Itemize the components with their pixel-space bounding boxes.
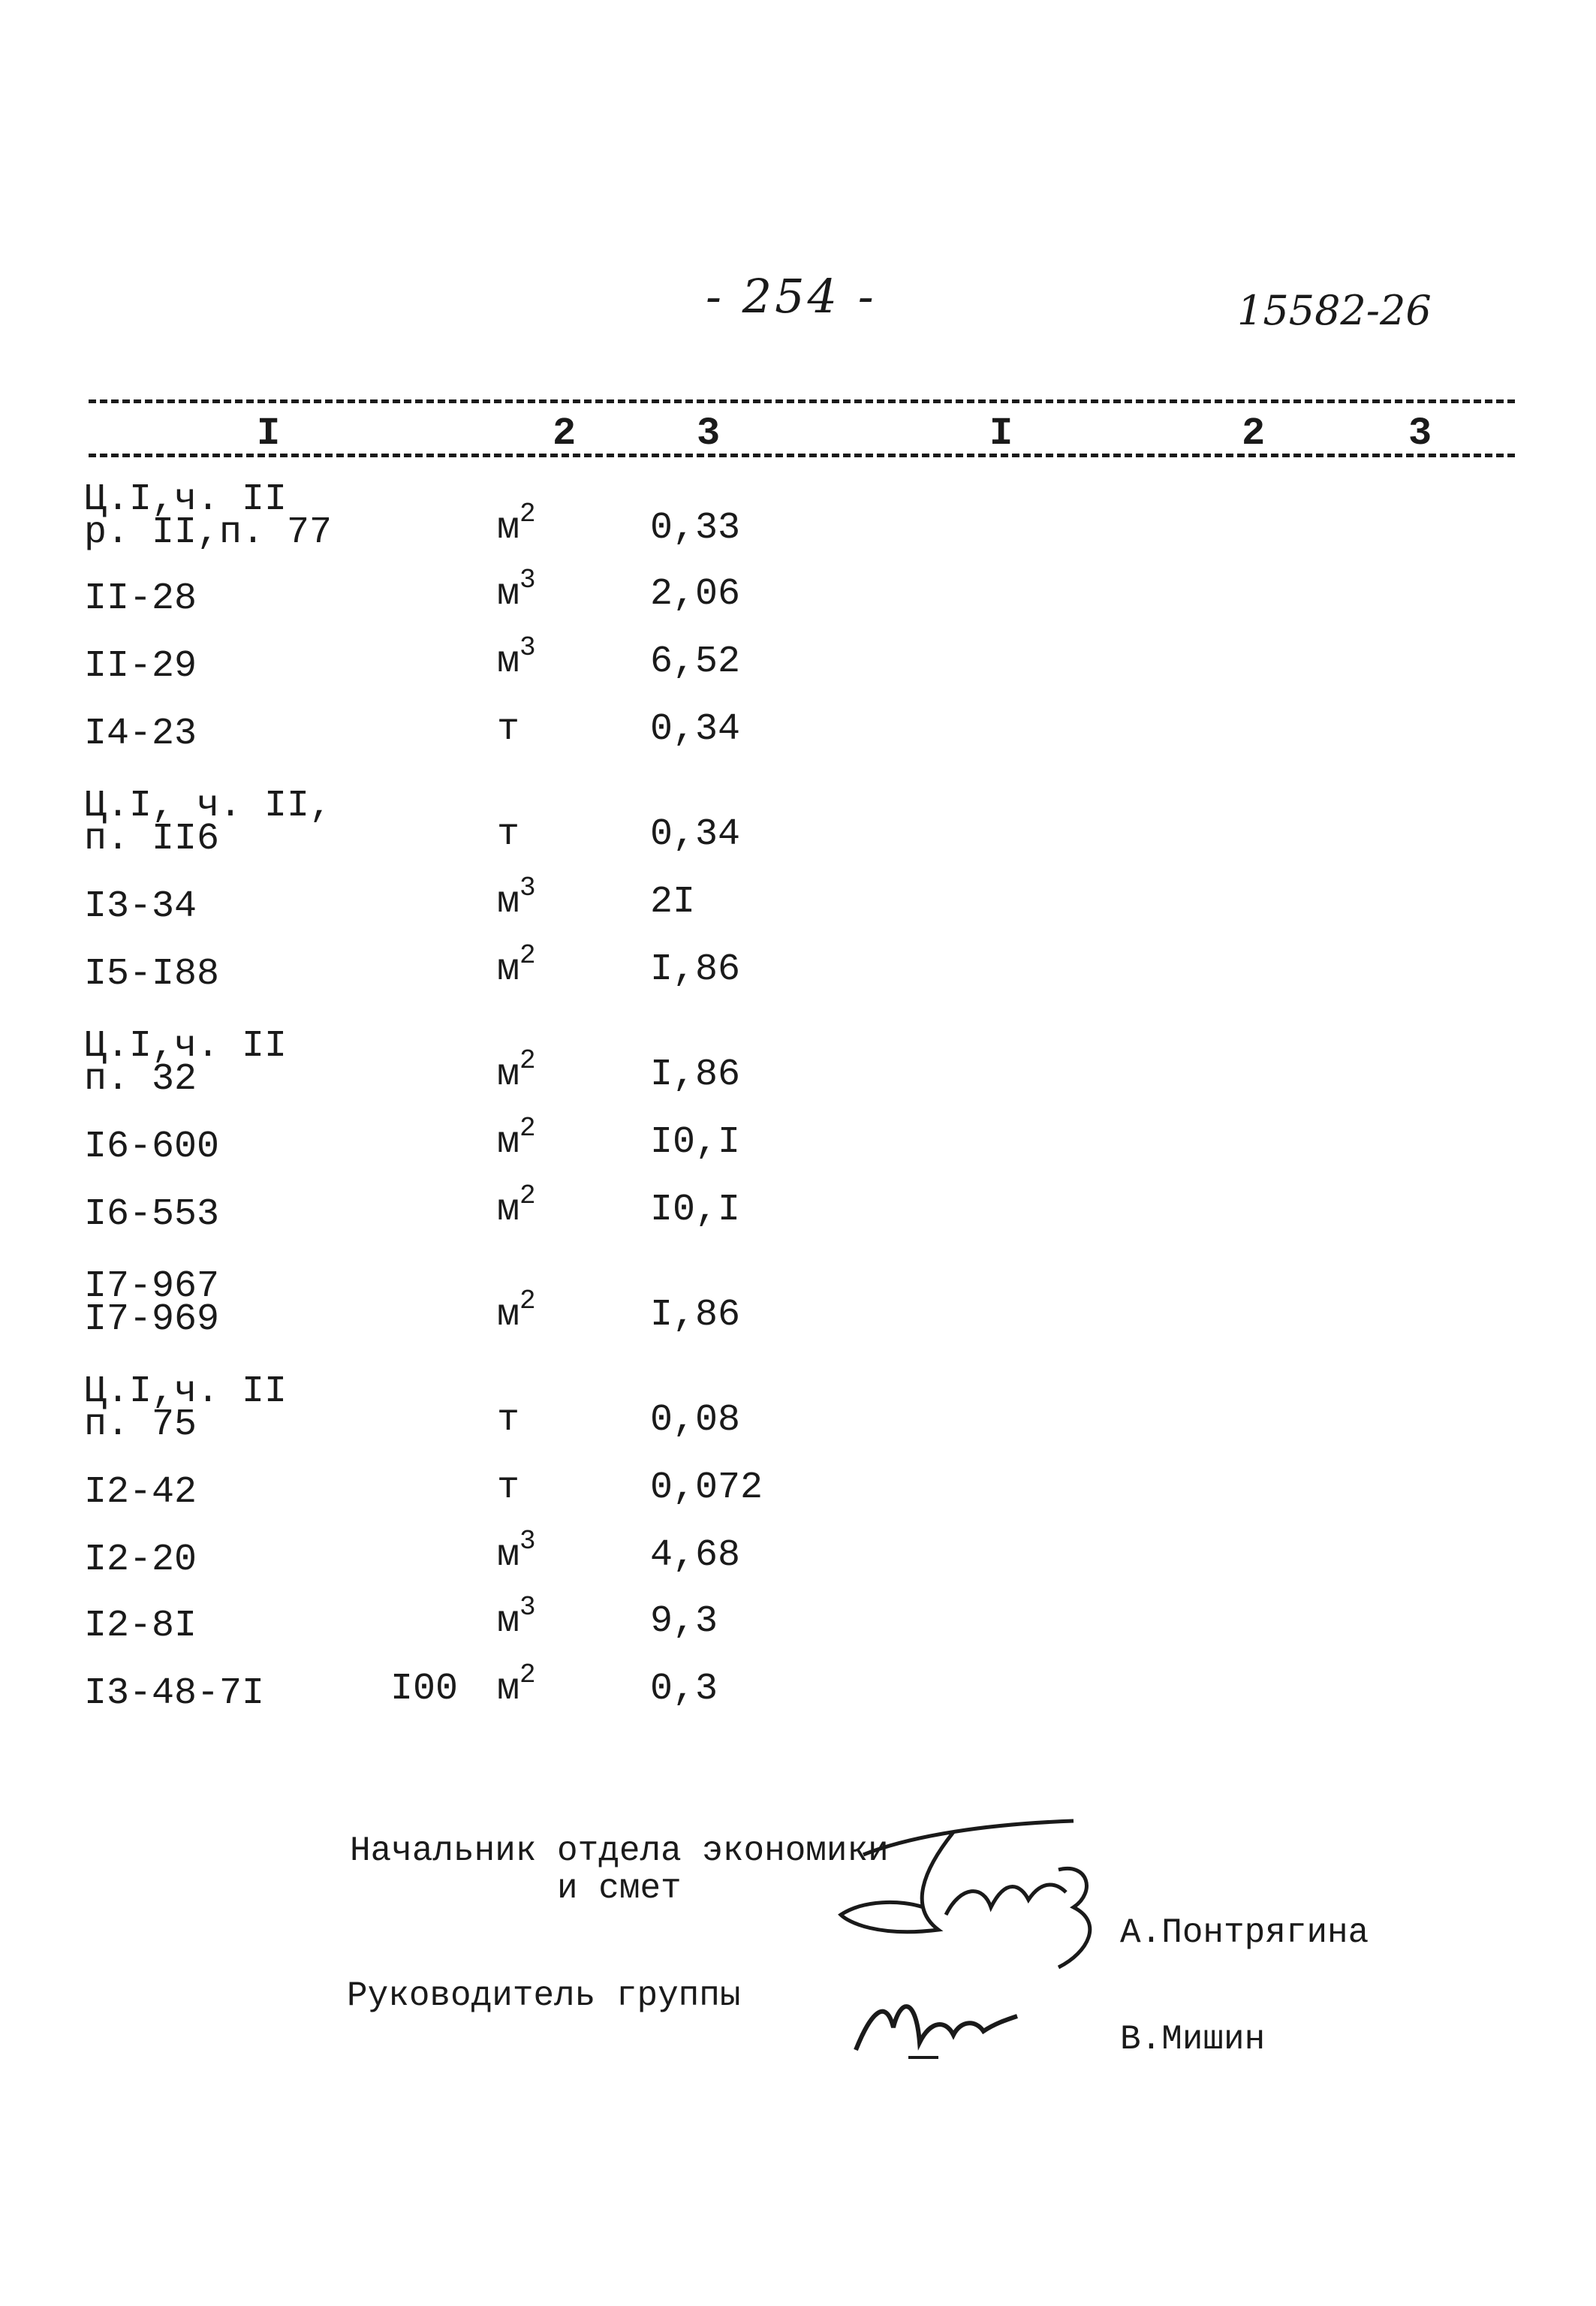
row-unit (497, 1458, 519, 1509)
document-code: 15582-26 (1237, 287, 1432, 334)
row-value: I0,I (650, 1121, 741, 1164)
column-header-left-2: 2 (553, 411, 577, 456)
row-unit-base: м (497, 1294, 520, 1337)
signature-title-head-of-department: Начальник отдела экономики и смет (350, 1831, 889, 1908)
row-reference: I3-34 (84, 885, 197, 928)
row-reference: I6-553 (84, 1193, 220, 1236)
row-unit-base: м (497, 507, 520, 550)
row-unit (497, 499, 536, 550)
row-value: 0,072 (650, 1466, 763, 1509)
row-unit-exponent: 2 (519, 1045, 536, 1076)
row-value: 4,68 (650, 1534, 741, 1577)
row-value: I0,I (650, 1189, 741, 1231)
row-unit-exponent: 2 (519, 1659, 536, 1690)
row-reference: I3-48-7I (84, 1672, 265, 1715)
column-header-right-3: 3 (1408, 411, 1432, 456)
row-unit (497, 632, 536, 683)
page-number: - 254 - (706, 269, 877, 324)
row-unit (497, 940, 536, 991)
row-unit-base: м (497, 881, 520, 924)
row-unit-base: м (497, 1534, 520, 1577)
row-unit-base: т (497, 708, 520, 751)
row-value: 0,3 (650, 1668, 718, 1711)
row-reference: Ц.I,ч. II р. II,п. 77 (84, 478, 333, 554)
row-unit-base: м (497, 1600, 520, 1643)
row-unit-base: т (497, 1466, 520, 1509)
row-reference: II-29 (84, 645, 197, 688)
row-value: I,86 (650, 1294, 741, 1337)
row-reference: I2-20 (84, 1539, 197, 1581)
row-unit (497, 1391, 519, 1442)
signature-name-1: А.Понтрягина (1120, 1913, 1369, 1952)
row-unit-exponent: 2 (519, 1180, 536, 1211)
row-unit-base: м (497, 573, 520, 616)
row-unit (497, 805, 519, 856)
row-value: 0,08 (650, 1399, 741, 1442)
row-unit-base: м (497, 1054, 520, 1096)
row-value: 0,34 (650, 708, 741, 751)
row-value: 2,06 (650, 573, 741, 616)
column-header-left-3: 3 (697, 411, 721, 456)
row-unit (497, 1659, 536, 1711)
signature-handwritten-2 (848, 1982, 1021, 2065)
row-unit-base: м (497, 641, 520, 683)
row-value: I,86 (650, 948, 741, 991)
row-value: I,86 (650, 1054, 741, 1096)
row-unit-exponent: 3 (519, 565, 536, 595)
row-unit (497, 1045, 536, 1096)
row-unit-exponent: 3 (519, 1592, 536, 1623)
table-header-rule-top (89, 399, 1515, 403)
row-reference: I2-42 (84, 1471, 197, 1514)
signature-name-2: В.Мишин (1120, 2020, 1266, 2059)
row-unit-exponent: 2 (519, 499, 536, 529)
signature-handwritten-1 (833, 1810, 1119, 1982)
row-unit-exponent: 2 (519, 940, 536, 971)
row-reference: I6-600 (84, 1126, 220, 1168)
row-unit (497, 700, 519, 751)
row-reference: I2-8I (84, 1605, 197, 1647)
row-value: 6,52 (650, 641, 741, 683)
row-reference: I7-967 I7-969 (84, 1265, 220, 1341)
row-value: 9,3 (650, 1600, 718, 1643)
column-header-right-2: 2 (1242, 411, 1266, 456)
row-unit-exponent: 3 (519, 632, 536, 663)
row-unit-base: м (497, 1189, 520, 1231)
row-unit-base: т (497, 1399, 520, 1442)
table-header-rule-bottom (89, 454, 1515, 457)
row-unit-exponent: 3 (519, 873, 536, 903)
row-value: 2I (650, 881, 696, 924)
column-header-left-1: I (257, 411, 281, 456)
row-reference: I5-I88 (84, 953, 220, 996)
row-unit-base: м (497, 948, 520, 991)
row-unit-exponent: 3 (519, 1526, 536, 1557)
row-reference: Ц.I, ч. II, п. II6 (84, 785, 333, 861)
row-reference: I4-23 (84, 713, 197, 755)
row-unit (497, 1526, 536, 1577)
row-unit (497, 1113, 536, 1164)
row-value: 0,34 (650, 813, 741, 856)
row-reference: Ц.I,ч. II п. 75 (84, 1370, 288, 1446)
row-reference: II-28 (84, 577, 197, 620)
row-unit (497, 565, 536, 616)
row-reference: Ц.I,ч. II п. 32 (84, 1025, 288, 1101)
row-value: 0,33 (650, 507, 741, 550)
column-header-right-1: I (989, 411, 1013, 456)
row-unit-exponent: 2 (519, 1113, 536, 1144)
row-unit (497, 1286, 536, 1337)
row-unit (497, 1592, 536, 1643)
row-unit-exponent: 2 (519, 1286, 536, 1316)
row-quantity: I00 (390, 1668, 459, 1711)
signature-title-group-leader: Руководитель группы (347, 1976, 741, 2015)
row-unit (497, 1180, 536, 1231)
row-unit (497, 873, 536, 924)
row-unit-base: т (497, 813, 520, 856)
row-unit-base: м (497, 1668, 520, 1711)
row-unit-base: м (497, 1121, 520, 1164)
